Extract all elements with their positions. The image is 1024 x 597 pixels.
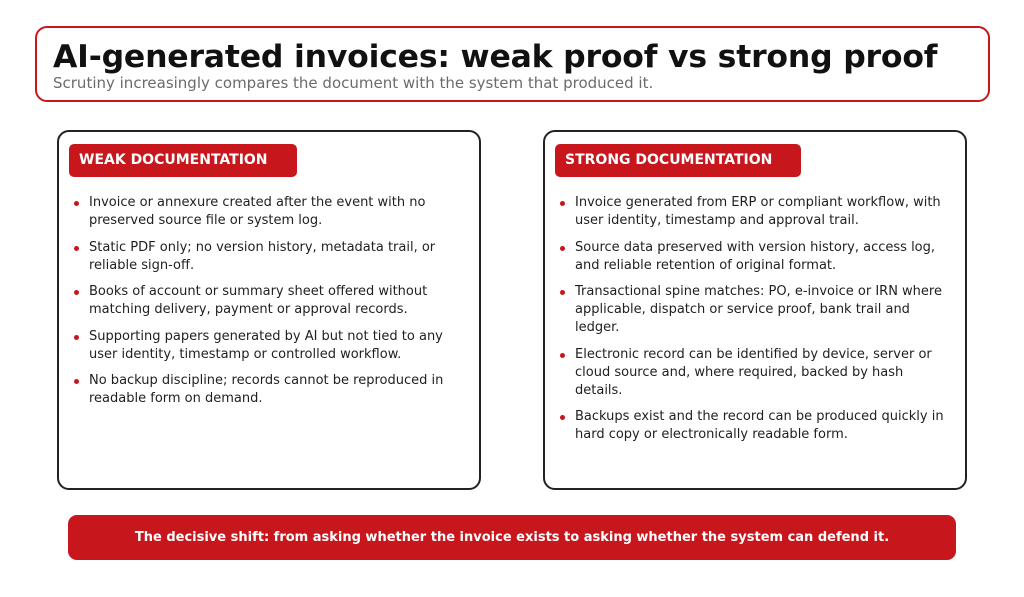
list-item-text: Backups exist and the record can be produced quickly in hard copy or electronically readable form. [575, 409, 944, 442]
weak-documentation-label: WEAK DOCUMENTATION [69, 144, 297, 177]
list-item-text: Source data preserved with version history, access log, and reliable retention of original format. [575, 239, 936, 273]
list-item [73, 194, 461, 230]
weak-documentation-card [57, 130, 481, 490]
bullet-icon [74, 246, 79, 251]
list-item-text: Transactional spine matches: PO, e-invoice or IRN where applicable, dispatch or service proof, bank trail and ledger. [575, 284, 942, 335]
list-item [559, 283, 947, 337]
bullet-icon [74, 379, 79, 384]
list-item [559, 408, 947, 444]
list-item [73, 372, 461, 408]
list-item [73, 283, 461, 319]
list-item-text: Supporting papers generated by AI but not tied to any user identity, timestamp or controlled workflow. [89, 328, 443, 362]
list-item [559, 194, 947, 230]
decisive-shift-banner: The decisive shift: from asking whether the invoice exists to asking whether the system can defend it. [68, 515, 956, 560]
list-item [559, 346, 947, 400]
list-item [559, 239, 947, 275]
page-subtitle: Scrutiny increasingly compares the document with the system that produced it. [53, 74, 654, 92]
bullet-icon [560, 201, 565, 206]
strong-documentation-label: STRONG DOCUMENTATION [555, 144, 801, 177]
weak-documentation-list [73, 194, 461, 417]
bullet-icon [560, 353, 565, 358]
strong-documentation-card [543, 130, 967, 490]
bullet-icon [560, 290, 565, 295]
page-title: AI-generated invoices: weak proof vs strong proof [53, 39, 938, 75]
list-item-text: Books of account or summary sheet offered without matching delivery, payment or approval records. [89, 284, 428, 317]
list-item-text: No backup discipline; records cannot be reproduced in readable form on demand. [89, 373, 444, 406]
bullet-icon [560, 246, 565, 251]
bullet-icon [74, 201, 79, 206]
strong-documentation-list [559, 194, 947, 453]
list-item-text: Static PDF only; no version history, metadata trail, or reliable sign-off. [89, 239, 436, 273]
list-item-text: Invoice or annexure created after the event with no preserved source file or system log. [89, 195, 426, 228]
bullet-icon [74, 290, 79, 295]
bullet-icon [560, 415, 565, 420]
list-item-text: Invoice generated from ERP or compliant workflow, with user identity, timestamp and approval trail. [575, 195, 941, 228]
list-item-text: Electronic record can be identified by device, server or cloud source and, where required, backed by hash details. [575, 346, 932, 398]
bullet-icon [74, 335, 79, 340]
list-item [73, 239, 461, 275]
list-item [73, 328, 461, 364]
header-panel [35, 26, 990, 102]
